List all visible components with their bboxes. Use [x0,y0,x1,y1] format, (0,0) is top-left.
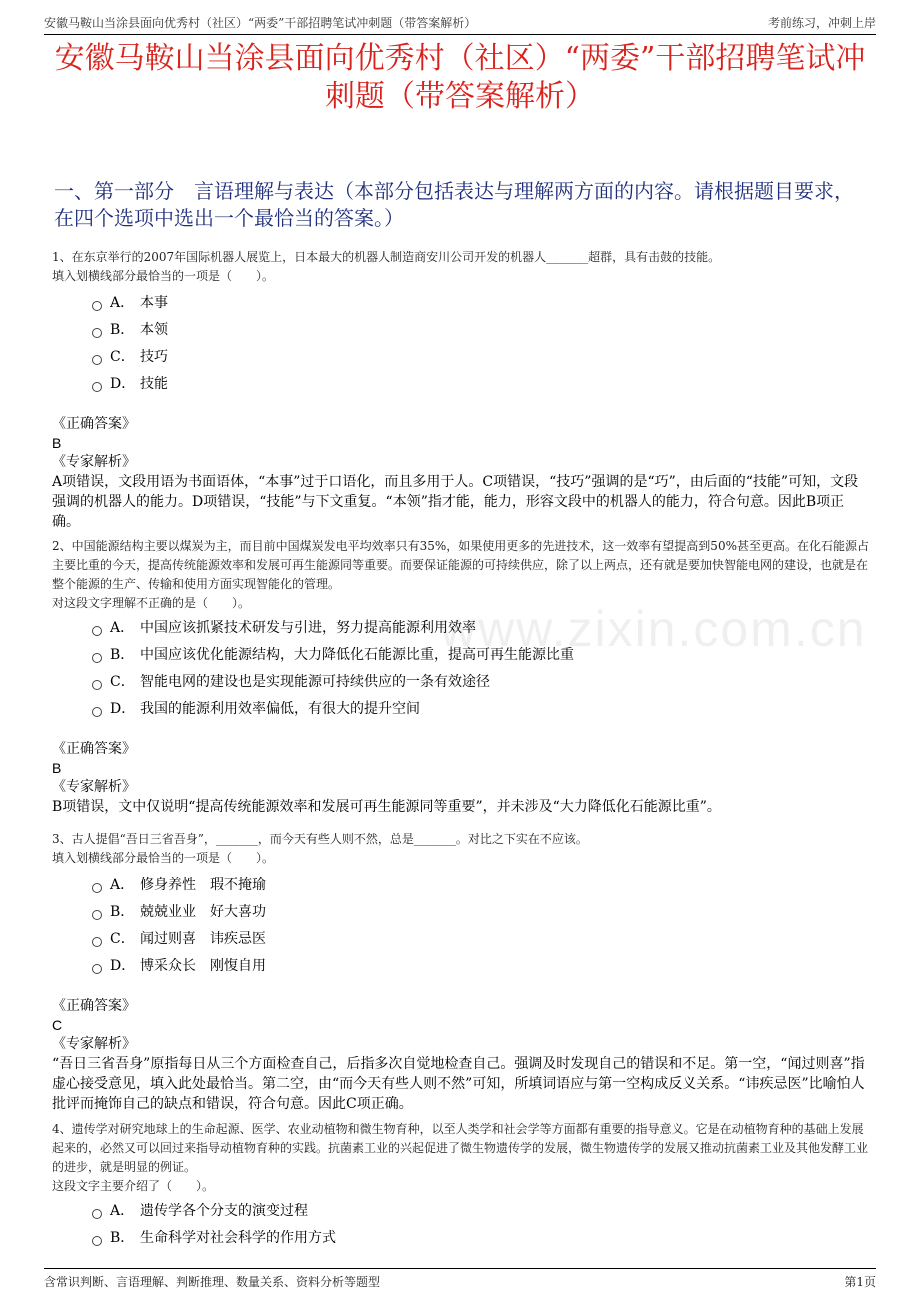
radio-icon[interactable] [92,301,102,311]
question-stem: 3、古人提倡“吾日三省吾身”，_______，而今天有些人则不然，总是_______。对比之下实在不应该。 [52,832,588,846]
option-b[interactable] [92,642,870,669]
question-4 [52,1120,870,1252]
option-letter: B． [110,904,135,920]
explanation-label: 《专家解析》 [52,779,136,795]
option-letter: C． [110,674,135,690]
option-b[interactable] [92,1225,870,1252]
option-letter: C． [110,349,135,365]
option-text: 本领 [140,322,168,338]
question-prompt: 对这段文字理解不正确的是（ ）。 [52,596,251,610]
answer-value: B [52,760,62,776]
radio-icon[interactable] [92,355,102,365]
option-letter: A． [110,877,135,893]
header-slogan: 考前练习，冲刺上岸 [767,16,876,30]
radio-icon[interactable] [92,653,102,663]
option-b[interactable] [92,317,870,344]
radio-icon[interactable] [92,626,102,636]
option-text: 生命科学对社会科学的作用方式 [140,1230,336,1246]
option-letter: B． [110,322,135,338]
option-text: 技巧 [140,349,168,365]
option-d[interactable] [92,696,870,723]
explanation-text: A项错误，文段用语为书面语体，“本事”过于口语化，而且多用于人。C项错误，“技巧”强调的是“巧”，由后面的“技能”可知，文段强调的机器人的能力。D项错误，“技能”与下文重复。“本领”指才能，能力，形容文段中的机器人的能力，符合句意。因此B项正确。 [52,474,859,530]
header-doc-name: 安徽马鞍山当涂县面向优秀村（社区）“两委”干部招聘笔试冲刺题（带答案解析） [44,16,477,30]
option-text: 闻过则喜 讳疾忌医 [140,931,266,947]
answer-label: 《正确答案》 [52,416,136,432]
explanation-text: “吾日三省吾身”原指每日从三个方面检查自己，后指多次自觉地检查自己。强调及时发现自己的错误和不足。第一空，“闻过则喜”指虚心接受意见，填入此处最恰当。第二空，由“而今天有些人则不然”可知，所填词语应与第一空构成反义关系。“讳疾忌医”比喻怕人批评而掩饰自己的缺点和错误，符合句意。因此C项正确。 [52,1056,865,1112]
radio-icon[interactable] [92,680,102,690]
question-stem: 1、在东京举行的2007年国际机器人展览上，日本最大的机器人制造商安川公司开发的机器人_______超群，具有击鼓的技能。 [52,250,721,264]
explanation-label: 《专家解析》 [52,454,136,470]
option-text: 博采众长 刚愎自用 [140,958,266,974]
option-a[interactable] [92,615,870,642]
answer-label: 《正确答案》 [52,998,136,1014]
answer-value: B [52,435,62,451]
radio-icon[interactable] [92,910,102,920]
option-text: 遗传学各个分支的演变过程 [140,1203,308,1219]
document-title: 安徽马鞍山当涂县面向优秀村（社区）“两委”干部招聘笔试冲刺题（带答案解析） [54,41,866,114]
question-prompt: 填入划横线部分最恰当的一项是（ ）。 [52,851,275,865]
page-number: 第1页 [844,1275,876,1289]
question-prompt: 填入划横线部分最恰当的一项是（ ）。 [52,269,275,283]
option-a[interactable] [92,290,870,317]
section-heading: 一、第一部分 言语理解与表达（本部分包括表达与理解两方面的内容。请根据题目要求，在四个选项中选出一个最恰当的答案。） [54,179,854,230]
question-stem: 2、中国能源结构主要以煤炭为主，而目前中国煤炭发电平均效率只有35%，如果使用更多的先进技术，这一效率有望提高到50%甚至更高。在化石能源占主要比重的今天，提高传统能源效率和发展可再生能源同等重要。而要保证能源的可持续供应，除了以上两点，还有就是要加快智能电网的建设，也就是在整个能源的生产、传输和使用方面实现智能化的管理。 [52,539,869,591]
option-letter: A． [110,620,135,636]
question-1 [52,248,870,532]
option-letter: B． [110,1230,135,1246]
option-text: 兢兢业业 好大喜功 [140,904,266,920]
option-text: 修身养性 瑕不掩瑜 [140,877,266,893]
option-a[interactable] [92,872,870,899]
watermark: www.zixin.com.cn [440,601,867,657]
page-footer [44,1268,876,1291]
option-letter: A． [110,295,135,311]
question-2 [52,537,870,817]
answer-value: C [52,1017,63,1033]
option-c[interactable] [92,669,870,696]
option-text: 我国的能源利用效率偏低，有很大的提升空间 [140,701,420,717]
option-a[interactable] [92,1198,870,1225]
option-d[interactable] [92,953,870,980]
question-3 [52,830,870,1114]
radio-icon[interactable] [92,964,102,974]
radio-icon[interactable] [92,707,102,717]
option-text: 智能电网的建设也是实现能源可持续供应的一条有效途径 [140,674,490,690]
option-letter: B． [110,647,135,663]
option-b[interactable] [92,899,870,926]
option-letter: C． [110,931,135,947]
option-c[interactable] [92,344,870,371]
question-stem: 4、遗传学对研究地球上的生命起源、医学、农业动植物和微生物育种，以至人类学和社会学等方面都有重要的指导意义。它是在动植物育种的基础上发展起来的，必然又可以回过来指导动植物育种的实践。抗菌素工业的兴起促进了微生物遗传学的发展，微生物遗传学的发展又推动抗菌素工业及其他发酵工业的进步，就是明显的例证。 [52,1122,869,1174]
option-text: 技能 [140,376,168,392]
answer-label: 《正确答案》 [52,741,136,757]
option-text: 本事 [140,295,168,311]
radio-icon[interactable] [92,382,102,392]
option-letter: A． [110,1203,135,1219]
radio-icon[interactable] [92,1209,102,1219]
explanation-label: 《专家解析》 [52,1036,136,1052]
option-d[interactable] [92,371,870,398]
radio-icon[interactable] [92,883,102,893]
explanation-text: B项错误，文中仅说明“提高传统能源效率和发展可再生能源同等重要”，并未涉及“大力降低化石能源比重”。 [52,799,721,815]
page-header [44,12,876,35]
option-letter: D． [110,958,136,974]
radio-icon[interactable] [92,328,102,338]
option-c[interactable] [92,926,870,953]
question-prompt: 这段文字主要介绍了（ ）。 [52,1179,215,1193]
option-letter: D． [110,376,136,392]
option-text: 中国应该抓紧技术研发与引进，努力提高能源利用效率 [140,620,476,636]
radio-icon[interactable] [92,1236,102,1246]
footer-note: 含常识判断、言语理解、判断推理、数量关系、资料分析等题型 [44,1275,381,1289]
option-text: 中国应该优化能源结构，大力降低化石能源比重，提高可再生能源比重 [140,647,574,663]
radio-icon[interactable] [92,937,102,947]
option-letter: D． [110,701,136,717]
